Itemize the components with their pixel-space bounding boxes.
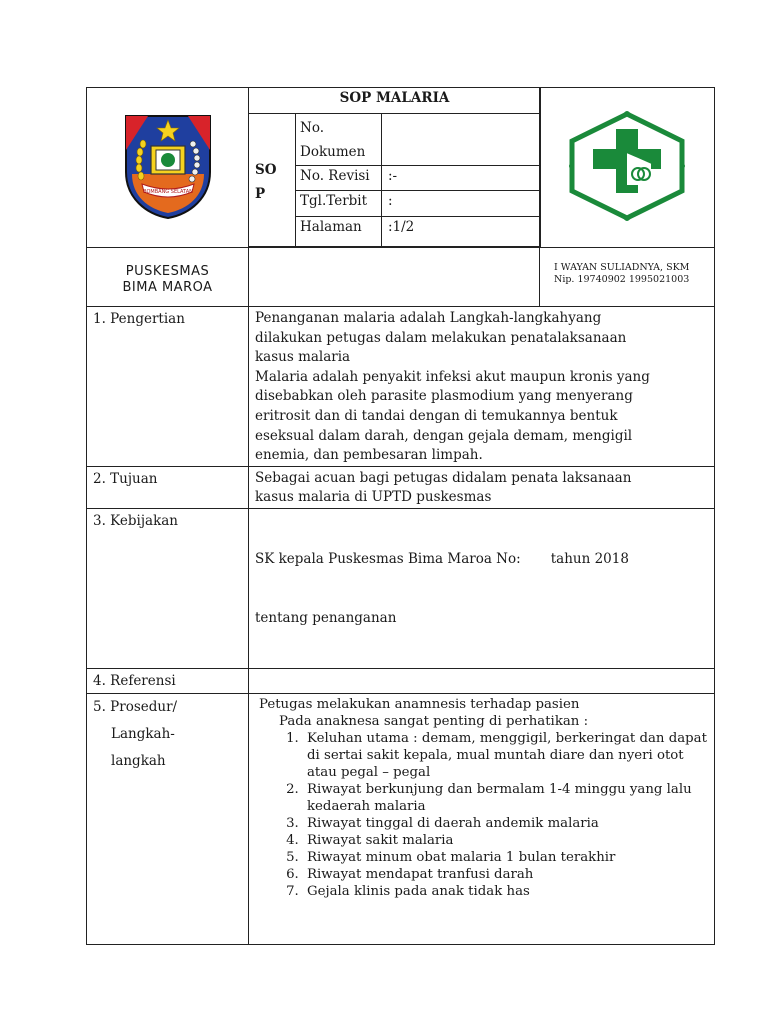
list-item: 5. Riwayat minum obat malaria 1 bulan terakhir xyxy=(303,849,708,866)
right-logo-cell xyxy=(540,88,715,248)
document-title: SOP MALARIA xyxy=(249,88,541,114)
prosedur-label-line: Langkah- xyxy=(111,725,175,742)
prosedur-label xyxy=(87,693,249,944)
halaman-value: :1/2 xyxy=(382,217,541,247)
no-revisi-label: No. Revisi xyxy=(296,166,382,191)
text-line: kasus malaria xyxy=(255,349,351,366)
sop-table xyxy=(86,87,715,945)
pengertian-content xyxy=(249,307,715,467)
prosedur-intro: Petugas melakukan anamnesis terhadap pasien xyxy=(259,696,580,712)
sop-label-cell xyxy=(249,114,296,247)
kebijakan-content xyxy=(249,508,715,668)
text-line: Penanganan malaria adalah Langkah-langkahyang xyxy=(255,310,602,326)
organization-name xyxy=(87,248,249,307)
signer-nip: Nip. 19740902 1995021003 xyxy=(554,274,690,285)
text-line: Sebagai acuan bagi petugas didalam penata laksanaan xyxy=(255,469,632,486)
text-line: tentang penanganan xyxy=(255,609,397,626)
regency-emblem-icon xyxy=(118,110,218,222)
no-revisi-value: :- xyxy=(382,166,541,191)
list-item: 2. Riwayat berkunjung dan bermalam 1-4 minggu yang lalu kedaerah malaria xyxy=(303,781,708,815)
kebijakan-label: 3. Kebijakan xyxy=(87,508,249,668)
header-center-cell xyxy=(249,88,540,248)
text-line: Malaria adalah penyakit infeksi akut maupun kronis yang xyxy=(255,368,650,385)
sop-label-1: SO xyxy=(255,162,277,178)
org-line-1: PUSKESMAS xyxy=(125,264,210,279)
prosedur-label-line: 5. Prosedur/ xyxy=(93,698,178,715)
left-logo-cell xyxy=(87,88,249,248)
org-line-2: BIMA MAROA xyxy=(122,280,213,295)
tujuan-label: 2. Tujuan xyxy=(87,466,249,508)
list-item: 1. Keluhan utama : demam, menggigil, berkeringat dan dapat di sertai sakit kepala, mual muntah diare dan nyeri otot atau pegal – pegal xyxy=(303,730,708,781)
sop-document xyxy=(86,87,714,945)
sop-label-2: P xyxy=(255,186,266,202)
text-line: eritrosit dan di tandai dengan di temukannya bentuk xyxy=(255,407,618,424)
list-item: 4. Riwayat sakit malaria xyxy=(303,832,708,849)
text-line: kasus malaria di UPTD puskesmas xyxy=(255,489,492,506)
no-dokumen-value xyxy=(382,114,541,166)
referensi-content xyxy=(249,668,715,693)
list-item: 6. Riwayat mendapat tranfusi darah xyxy=(303,866,708,883)
tujuan-content xyxy=(249,466,715,508)
text-line: enemia, dan pembesaran limpah. xyxy=(255,447,483,464)
puskesmas-logo-icon xyxy=(569,111,685,221)
text-line: disebabkan oleh parasite plasmodium yang menyerang xyxy=(255,388,633,405)
prosedur-content xyxy=(249,693,715,944)
text-line: dilakukan petugas dalam melakukan penatalaksanaan xyxy=(255,329,627,346)
text-line: eseksual dalam darah, dengan gejala demam, mengigil xyxy=(255,427,633,444)
emblem-banner: BOMBANG SELATAN xyxy=(142,188,193,195)
referensi-label: 4. Referensi xyxy=(87,668,249,693)
text-line: SK kepala Puskesmas Bima Maroa No: tahun 2018 xyxy=(255,551,629,568)
signature-space xyxy=(249,248,540,307)
signer-block xyxy=(540,248,715,307)
prosedur-label-line: langkah xyxy=(111,752,166,769)
halaman-label: Halaman xyxy=(296,217,382,247)
signer-name: I WAYAN SULIADNYA, SKM xyxy=(554,262,690,273)
list-item: 7. Gejala klinis pada anak tidak has xyxy=(303,883,708,900)
doc-info-table xyxy=(248,87,541,247)
no-dokumen-label: No. Dokumen xyxy=(296,114,382,166)
list-item: 3. Riwayat tinggal di daerah andemik malaria xyxy=(303,815,708,832)
pengertian-label: 1. Pengertian xyxy=(87,307,249,467)
prosedur-list xyxy=(259,730,708,900)
tgl-terbit-value: : xyxy=(382,191,541,217)
prosedur-intro: Pada anaknesa sangat penting di perhatikan : xyxy=(279,713,589,729)
tgl-terbit-label: Tgl.Terbit xyxy=(296,191,382,217)
